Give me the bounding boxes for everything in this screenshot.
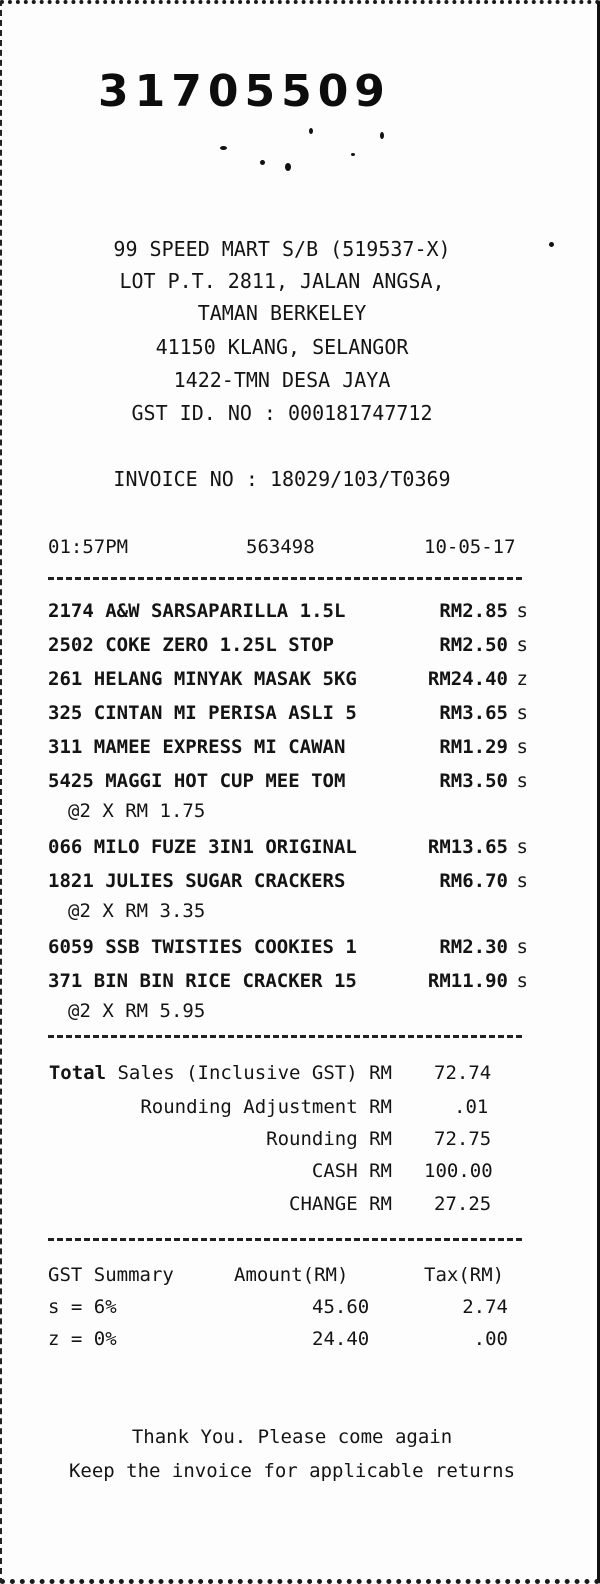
rounding-adjustment-value: .01 xyxy=(454,1096,489,1118)
item-tax-code: s xyxy=(516,936,528,958)
transaction-info xyxy=(48,536,528,646)
store-address-line2: TAMAN BERKELEY xyxy=(197,301,367,325)
rounding-adjustment-label: Rounding Adjustment RM xyxy=(140,1096,392,1118)
item-description: 066 MILO FUZE 3IN1 ORIGINAL xyxy=(48,836,357,858)
item-description: 261 HELANG MINYAK MASAK 5KG xyxy=(48,668,357,690)
item-description: 5425 MAGGI HOT CUP MEE TOM xyxy=(48,770,346,792)
total-sales-label: Total Sales (Inclusive GST) RM xyxy=(48,1062,392,1084)
ink-speck xyxy=(309,128,313,134)
item-tax-code: s xyxy=(516,702,528,724)
item-tax-code: s xyxy=(516,970,528,992)
rounding-label: Rounding RM xyxy=(266,1128,392,1150)
item-description: 325 CINTAN MI PERISA ASLI 5 xyxy=(48,702,357,724)
item-price: RM11.90 xyxy=(427,970,508,992)
item-price: RM3.50 xyxy=(439,770,508,792)
terminal-number: 563498 xyxy=(246,536,315,558)
gst-summary-label: GST Summary xyxy=(48,1264,174,1286)
handwritten-id-number: 31705509 xyxy=(98,66,391,117)
transaction-date: 10-05-17 xyxy=(424,536,516,558)
gst-id: GST ID. NO : 000181747712 xyxy=(131,401,433,425)
thank-you-message: Thank You. Please come again xyxy=(131,1426,453,1448)
divider xyxy=(48,1035,522,1038)
cash-value: 100.00 xyxy=(424,1160,493,1182)
store-branch: 1422-TMN DESA JAYA xyxy=(173,368,391,392)
store-address-line1: LOT P.T. 2811, JALAN ANGSA, xyxy=(119,269,445,293)
ink-speck xyxy=(351,153,355,156)
rounding-value: 72.75 xyxy=(434,1128,492,1150)
returns-notice: Keep the invoice for applicable returns xyxy=(68,1460,516,1482)
item-quantity-detail: @2 X RM 5.95 xyxy=(68,1000,206,1022)
item-quantity-detail: @2 X RM 3.35 xyxy=(68,900,206,922)
item-price: RM3.65 xyxy=(439,702,508,724)
item-price: RM2.30 xyxy=(439,936,508,958)
gst-tax: .00 xyxy=(473,1328,508,1350)
item-price: RM24.40 xyxy=(427,668,508,690)
item-price: RM6.70 xyxy=(439,870,508,892)
item-tax-code: s xyxy=(516,870,528,892)
ink-speck xyxy=(285,163,291,171)
transaction-time: 01:57PM xyxy=(48,536,129,558)
item-description: 2174 A&W SARSAPARILLA 1.5L xyxy=(48,600,346,622)
item-price: RM2.50 xyxy=(439,634,508,656)
ink-speck xyxy=(220,146,227,150)
store-name: 99 SPEED MART S/B (519537-X) xyxy=(113,237,451,261)
gst-code: z = 0% xyxy=(48,1328,117,1350)
item-description: 2502 COKE ZERO 1.25L STOP xyxy=(48,634,334,656)
item-tax-code: s xyxy=(516,770,528,792)
item-tax-code: s xyxy=(516,836,528,858)
item-description: 311 MAMEE EXPRESS MI CAWAN xyxy=(48,736,346,758)
item-tax-code: s xyxy=(516,600,528,622)
item-tax-code: s xyxy=(516,736,528,758)
ink-speck xyxy=(380,132,384,139)
divider xyxy=(48,577,522,580)
item-tax-code: z xyxy=(516,668,528,690)
total-sales-label-rest: Sales (Inclusive GST) RM xyxy=(106,1062,392,1084)
ink-speck xyxy=(260,160,265,165)
total-sales-value: 72.74 xyxy=(434,1062,492,1084)
gst-amount-header: Amount(RM) xyxy=(234,1264,349,1286)
item-quantity-detail: @2 X RM 1.75 xyxy=(68,800,206,822)
change-label: CHANGE RM xyxy=(289,1193,392,1215)
change-value: 27.25 xyxy=(434,1193,492,1215)
cash-label: CASH RM xyxy=(311,1160,392,1182)
item-price: RM1.29 xyxy=(439,736,508,758)
gst-code: s = 6% xyxy=(48,1296,117,1318)
item-description: 1821 JULIES SUGAR CRACKERS xyxy=(48,870,346,892)
item-description: 6059 SSB TWISTIES COOKIES 1 xyxy=(48,936,357,958)
item-tax-code: s xyxy=(516,634,528,656)
gst-summary-header xyxy=(48,1264,528,1374)
store-address-line3: 41150 KLANG, SELANGOR xyxy=(155,335,409,359)
gst-amount: 24.40 xyxy=(312,1328,370,1350)
divider xyxy=(48,1238,522,1241)
gst-tax: 2.74 xyxy=(462,1296,508,1318)
item-price: RM13.65 xyxy=(427,836,508,858)
item-description: 371 BIN BIN RICE CRACKER 15 xyxy=(48,970,357,992)
gst-tax-header: Tax(RM) xyxy=(424,1264,505,1286)
invoice-number: INVOICE NO : 18029/103/T0369 xyxy=(113,467,451,491)
gst-amount: 45.60 xyxy=(312,1296,370,1318)
item-price: RM2.85 xyxy=(439,600,508,622)
